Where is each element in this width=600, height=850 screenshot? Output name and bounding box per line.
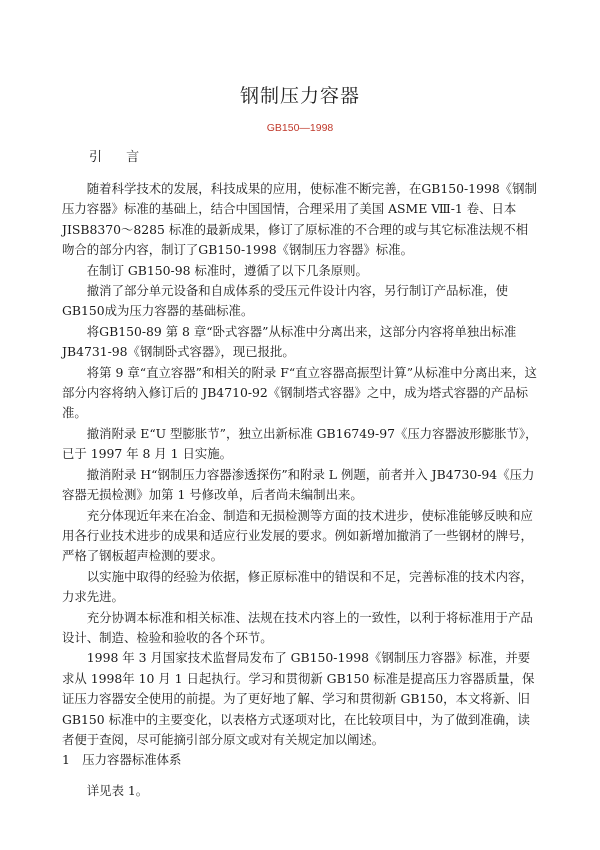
- paragraph: 充分体现近年来在冶金、制造和无损检测等方面的技术进步，使标准能够反映和应用各行业技术进步的成果和适应行业发展的要求。例如新增加撤消了一些钢材的牌号，严格了钢板超声检测的要求。: [62, 507, 533, 564]
- standard-code: GB150—1998: [266, 122, 334, 134]
- paragraph: 充分协调本标准和相关标准、法规在技术内容上的一致性，以利于将标准用于产品设计、制造、检验和验收的各个环节。: [62, 609, 533, 645]
- paragraph: 撤消附录 E“U 型膨胀节”，独立出新标准 GB16749-97《压力容器波形膨胀节》，已于 1997 年 8 月 1 日实施。: [62, 425, 538, 462]
- paragraph: 随着科学技术的发展，科技成果的应用，使标准不断完善，在GB150-1998《钢制压力容器》标准的基础上，结合中国国情，合理采用了美国 ASME Ⅷ-1 卷、日本 JISB8370～8285 标准的最新成果，修订了原标准的不合理的或与其它标准法规不相吻合的部分内容，制订了GB150-1998《钢制压力容器》标准。: [62, 181, 537, 258]
- section-heading: 1 压力容器标准体系: [62, 752, 182, 768]
- paragraph: 在制订 GB150-98 标准时，遵循了以下几条原则。: [86, 262, 368, 278]
- intro-heading: 引 言: [89, 150, 150, 165]
- paragraph: 1998 年 3 月国家技术监督局发布了 GB150-1998《钢制压力容器》标准，并要求从 1998年 10 月 1 日起执行。学习和贯彻新 GB150 标准是提高压力容器质量，保证压力容器安全使用的前提。为了更好地了解、学习和贯彻新 GB150，本文将新、旧GB150 标准中的主要变化，以表格方式逐项对比，在比较项目中，为了做到准确，读者便于查阅，尽可能摘引部分原文或对有关规定加以阐述。: [62, 650, 535, 747]
- document-body: [62, 179, 540, 801]
- document-title: 钢制压力容器: [239, 85, 360, 107]
- paragraph: 将第 9 章“直立容器”和相关的附录 F“直立容器高振型计算”从标准中分离出来，这部分内容将纳入修订后的 JB4710-92《钢制塔式容器》之中，成为塔式容器的产品标准。: [62, 364, 537, 421]
- paragraph: 撤消了部分单元设备和自成体系的受压元件设计内容，另行制订产品标准，使GB150成为压力容器的基础标准。: [62, 283, 509, 319]
- paragraph: 以实施中取得的经验为依据，修正原标准中的错误和不足，完善标准的技术内容，力求先进。: [62, 568, 533, 605]
- closing-line: 详见表 1。: [86, 782, 149, 798]
- paragraph: 撤消附录 H“钢制压力容器渗透探伤”和附录 L 例题，前者并入 JB4730-94《压力容器无损检测》加第 1 号修改单，后者尚未编制出来。: [62, 466, 535, 503]
- paragraph: 将GB150-89 第 8 章“卧式容器”从标准中分离出来，这部分内容将单独出标准JB4731-98《钢制卧式容器》，现已报批。: [62, 323, 517, 360]
